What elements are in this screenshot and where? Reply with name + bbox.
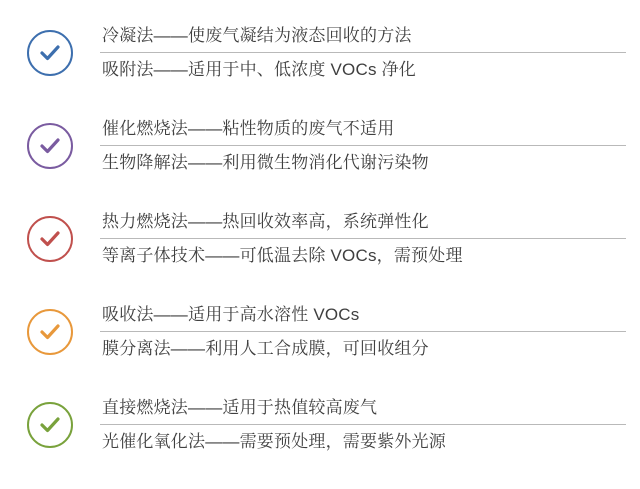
list-item-line-bottom: 等离子体技术——可低温去除 VOCs，需预处理 — [102, 246, 463, 265]
check-circle-icon — [27, 309, 73, 355]
list-item-line-top: 热力燃烧法——热回收效率高，系统弹性化 — [100, 205, 626, 240]
text-cell — [100, 205, 640, 273]
check-circle-icon — [27, 30, 73, 76]
text-cell — [100, 391, 640, 459]
list-item-line-bottom: 膜分离法——利用人工合成膜，可回收组分 — [102, 339, 429, 358]
list-item-line-bottom: 吸附法——适用于中、低浓度 VOCs 净化 — [102, 60, 416, 79]
icon-cell — [0, 30, 100, 76]
text-cell — [100, 112, 640, 180]
list-item-line-top: 直接燃烧法——适用于热值较高废气 — [100, 391, 626, 426]
list-item — [0, 285, 640, 378]
list-item — [0, 99, 640, 192]
list-item — [0, 192, 640, 285]
list-item-line-bottom: 光催化氧化法——需要预处理，需要紫外光源 — [102, 432, 446, 451]
icon-cell — [0, 309, 100, 355]
list-item-line-top: 吸收法——适用于高水溶性 VOCs — [100, 298, 626, 333]
icon-cell — [0, 216, 100, 262]
icon-cell — [0, 402, 100, 448]
list-item — [0, 378, 640, 471]
list-item-line-top: 催化燃烧法——粘性物质的废气不适用 — [100, 112, 626, 147]
list-item — [0, 6, 640, 99]
list-item-line-top: 冷凝法——使废气凝结为液态回收的方法 — [100, 19, 626, 54]
list-item-line-bottom: 生物降解法——利用微生物消化代谢污染物 — [102, 153, 429, 172]
text-cell — [100, 19, 640, 87]
icon-cell — [0, 123, 100, 169]
text-cell — [100, 298, 640, 366]
check-circle-icon — [27, 216, 73, 262]
check-circle-icon — [27, 402, 73, 448]
check-circle-icon — [27, 123, 73, 169]
